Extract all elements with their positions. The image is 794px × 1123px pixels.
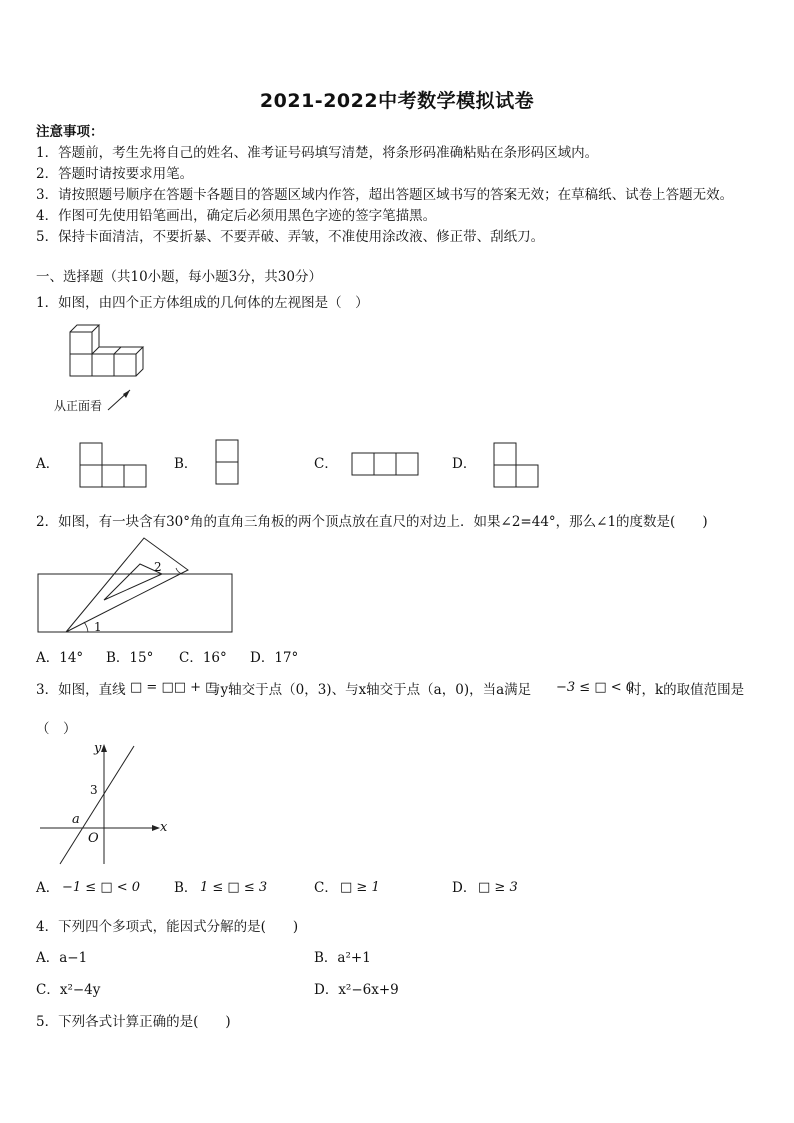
note-item-1: 1．答题前，考生先将自己的姓名、准考证号码填写清楚，将条形码准确粘贴在条形码区域内。 <box>36 145 599 161</box>
q4-option-c: C．x²−4y <box>36 982 101 998</box>
notes-heading: 注意事项： <box>36 124 104 140</box>
q1-option-c-figure <box>350 451 422 479</box>
q3-option-c-math: □ ≥ 1 <box>340 880 380 895</box>
q1-option-d-figure <box>492 441 544 491</box>
q2-option-a: A．14° <box>36 650 84 666</box>
q3-option-a-label: A． <box>36 880 60 896</box>
q3-option-c-label: C． <box>314 880 338 896</box>
q1-view-label: 从正面看 <box>54 399 103 413</box>
q3-stem-part-c: 时，k的取值范围是 <box>628 682 745 698</box>
q1-option-c: C． <box>314 456 338 472</box>
note-item-2: 2．答题时请按要求用笔。 <box>36 166 194 182</box>
q3-graph-figure <box>36 740 176 868</box>
q5-stem: 5．下列各式计算正确的是( ) <box>36 1014 231 1030</box>
q3-answer-paren: （ ） <box>36 721 77 737</box>
q1-option-a-figure <box>78 441 150 491</box>
q1-option-d: D． <box>452 456 477 472</box>
q3-option-d-math: □ ≥ 3 <box>478 880 518 895</box>
section-heading: 一、选择题（共10小题，每小题3分，共30分） <box>36 269 322 285</box>
q3-condition: −3 ≤ □ < 0 <box>556 680 635 695</box>
q3-option-b-label: B． <box>174 880 198 896</box>
q1-stem: 1．如图，由四个正方体组成的几何体的左视图是（ ） <box>36 295 369 311</box>
q1-option-b-figure <box>214 438 242 488</box>
q4-option-d: D．x²−6x+9 <box>314 982 399 998</box>
q3-stem-part-a: 3．如图，直线 <box>36 682 126 698</box>
q4-option-b: B．a²+1 <box>314 950 371 966</box>
q3-stem-part-b: 与y轴交于点（0，3)、与x轴交于点（a，0)，当a满足 <box>207 682 532 698</box>
q3-origin-label: O <box>88 831 99 846</box>
q4-stem: 4．下列四个多项式，能因式分解的是( ) <box>36 919 299 935</box>
note-item-3: 3．请按照题号顺序在答题卡各题目的答题区域内作答，超出答题区域书写的答案无效；在草稿纸、试卷上答题无效。 <box>36 187 734 203</box>
q3-option-a-math: −1 ≤ □ < 0 <box>62 880 141 895</box>
page-title: 2021-2022中考数学模拟试卷 <box>259 90 535 112</box>
note-item-5: 5．保持卡面清洁，不要折暴、不要弄破、弄皱，不准使用涂改液、修正带、刮纸刀。 <box>36 229 545 245</box>
q2-angle-2-label: 2 <box>154 560 162 574</box>
q4-option-a: A．a−1 <box>36 950 88 966</box>
note-item-4: 4．作图可先使用铅笔画出，确定后必须用黑色字迹的签字笔描黑。 <box>36 208 437 224</box>
q2-stem: 2．如图，有一块含有30°角的直角三角板的两个顶点放在直尺的对边上．如果∠2=44°，那么∠1的度数是( ) <box>36 514 708 530</box>
q3-option-d-label: D． <box>452 880 477 896</box>
q2-ruler-triangle-figure <box>36 534 242 636</box>
q1-option-a: A． <box>36 456 60 472</box>
q1-option-b: B． <box>174 456 198 472</box>
q3-point-3-label: 3 <box>90 783 98 797</box>
q2-angle-1-label: 1 <box>94 620 102 634</box>
q3-y-axis-label: y <box>94 741 102 756</box>
q3-point-a-label: a <box>72 812 80 827</box>
q2-option-d: D．17° <box>250 650 299 666</box>
q2-option-c: C．16° <box>179 650 227 666</box>
q3-line-equation: □ = □□ + □ <box>130 680 218 695</box>
q2-option-b: B．15° <box>106 650 154 666</box>
q3-option-b-math: 1 ≤ □ ≤ 3 <box>200 880 268 895</box>
q3-x-axis-label: x <box>160 820 168 835</box>
